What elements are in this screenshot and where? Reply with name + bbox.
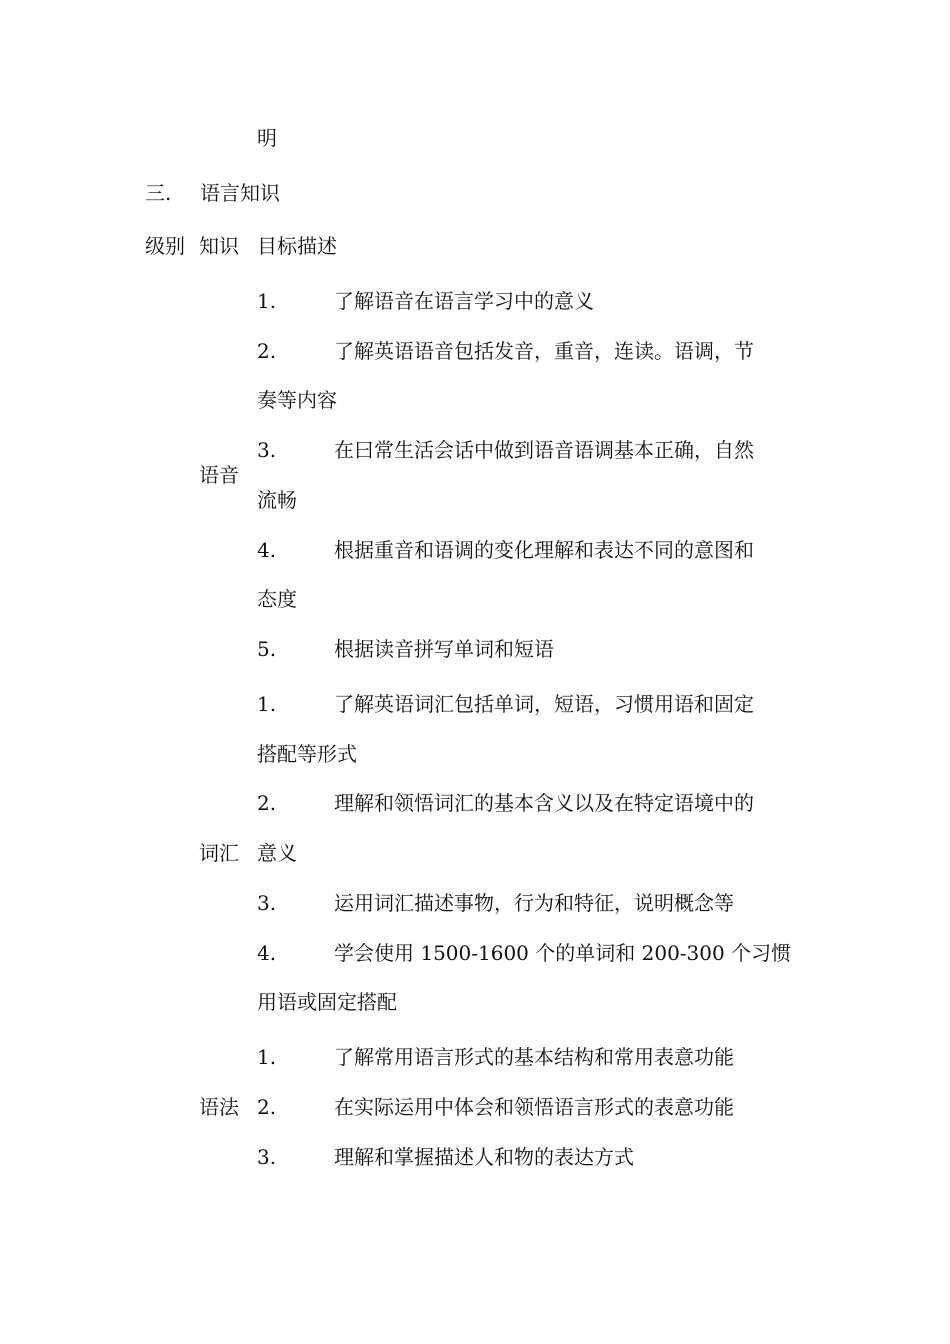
section-title: 语言知识: [200, 181, 280, 205]
item-text: 了解语音在语言学习中的意义: [334, 289, 594, 313]
item-text: 在实际运用中体会和领悟语言形式的表意功能: [334, 1095, 734, 1119]
item-number: 1.: [257, 289, 277, 313]
continuation-text: 明: [257, 126, 277, 150]
item-number: 4.: [257, 941, 277, 965]
item-text: 根据重音和语调的变化理解和表达不同的意图和: [334, 538, 754, 562]
item-number: 3.: [257, 1145, 277, 1169]
item-number: 1.: [257, 1045, 277, 1069]
item-number: 2.: [257, 339, 277, 363]
item-text-continued: 流畅: [257, 488, 297, 512]
item-text: 了解常用语言形式的基本结构和常用表意功能: [334, 1045, 734, 1069]
section-number: 三.: [145, 181, 172, 205]
category-vocabulary: 词汇: [199, 841, 239, 865]
item-text: 理解和领悟词汇的基本含义以及在特定语境中的: [334, 791, 754, 815]
item-text-continued: 态度: [257, 587, 297, 611]
category-phonetics: 语音: [199, 463, 239, 487]
item-text: 根据读音拼写单词和短语: [334, 637, 554, 661]
item-number: 2.: [257, 791, 277, 815]
item-number: 3.: [257, 891, 277, 915]
header-description: 目标描述: [257, 234, 337, 258]
item-text: 了解英语语音包括发音，重音，连读。语调，节: [334, 339, 754, 363]
header-knowledge: 知识: [199, 234, 239, 258]
item-text: 学会使用 1500-1600 个的单词和 200-300 个习惯: [334, 941, 792, 965]
item-text-continued: 意义: [257, 841, 297, 865]
item-text-continued: 用语或固定搭配: [257, 990, 397, 1014]
item-number: 3.: [257, 438, 277, 462]
category-grammar: 语法: [199, 1095, 239, 1119]
item-text: 了解英语词汇包括单词，短语，习惯用语和固定: [334, 692, 754, 716]
item-text: 理解和掌握描述人和物的表达方式: [334, 1145, 634, 1169]
item-text-continued: 奏等内容: [257, 388, 337, 412]
item-text: 运用词汇描述事物，行为和特征，说明概念等: [334, 891, 734, 915]
item-text-continued: 搭配等形式: [257, 742, 357, 766]
item-number: 4.: [257, 538, 277, 562]
item-number: 5.: [257, 637, 277, 661]
header-level: 级别: [145, 234, 185, 258]
item-number: 1.: [257, 692, 277, 716]
item-text: 在曰常生活会话中做到语音语调基本正确，自然: [334, 438, 754, 462]
item-number: 2.: [257, 1095, 277, 1119]
